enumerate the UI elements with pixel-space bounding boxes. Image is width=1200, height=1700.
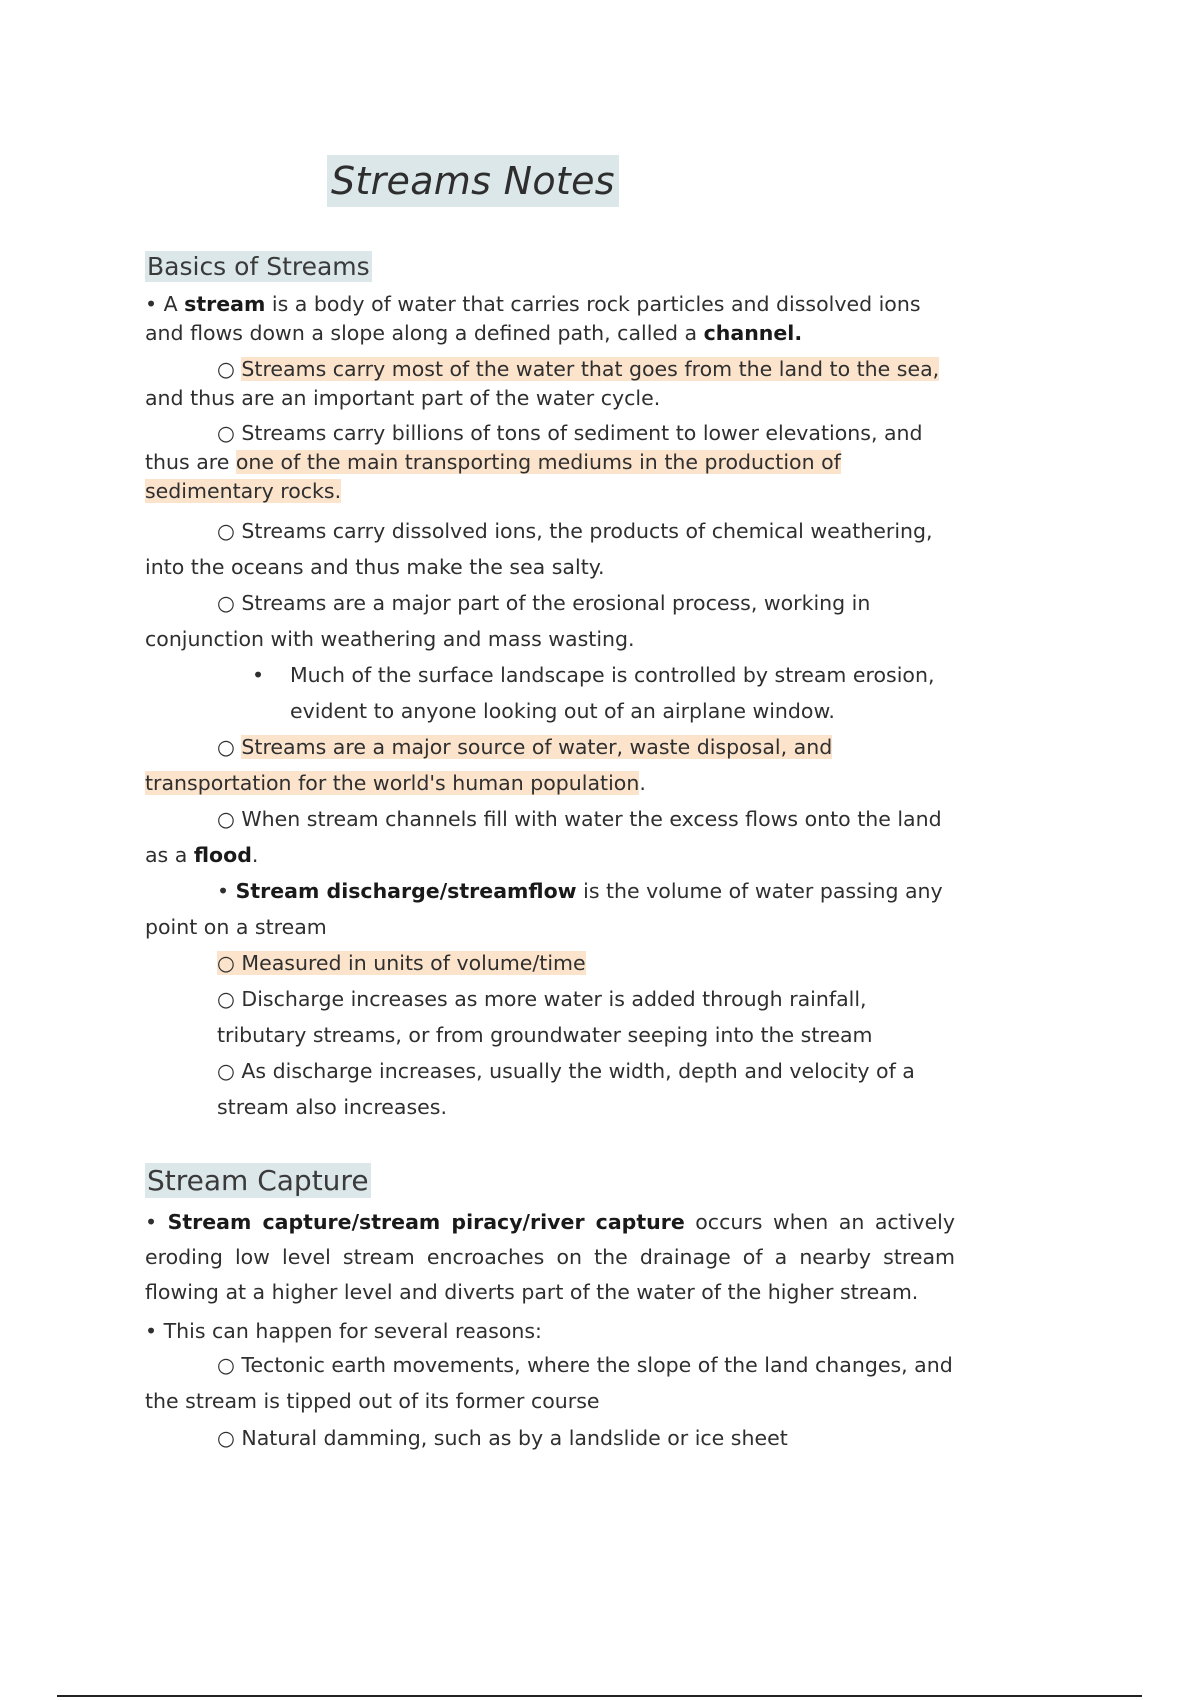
paragraph-erosional-process: ○ Streams are a major part of the erosional process, working in conjunction with weathering and mass wasting.	[145, 591, 871, 651]
paragraph-tectonic: ○ Tectonic earth movements, where the slope of the land changes, and the stream is tipped out of its former course	[145, 1353, 953, 1413]
term-stream-capture: Stream capture/stream piracy/river capture	[167, 1210, 685, 1234]
paragraph-reasons: • This can happen for several reasons:	[145, 1319, 542, 1343]
term-channel: channel.	[703, 321, 803, 345]
paragraph-discharge-increases: ○ Discharge increases as more water is added through rainfall, tributary streams, or from groundwater seeping into the stream	[217, 987, 873, 1047]
paragraph-damming: ○ Natural damming, such as by a landslide or ice sheet	[217, 1426, 788, 1450]
page-bottom-rule	[57, 1695, 1142, 1697]
section-heading-capture: Stream Capture	[147, 1164, 369, 1197]
paragraph-water-cycle: ○ Streams carry most of the water that goes from the land to the sea, and thus are an important part of the water cycle.	[145, 357, 940, 410]
title-wrap	[327, 155, 619, 207]
paragraph-human-population: ○ Streams are a major source of water, waste disposal, and transportation for the world's human population.	[145, 735, 833, 795]
paragraph-sediment: ○ Streams carry billions of tons of sediment to lower elevations, and thus are one of the main transporting mediums in the production of sedimentary rocks.	[145, 421, 923, 503]
paragraph-units	[145, 945, 955, 981]
paragraph-discharge: • Stream discharge/streamflow is the volume of water passing any point on a stream	[145, 879, 943, 939]
paragraph-flood: ○ When stream channels fill with water the excess flows onto the land as a flood.	[145, 807, 942, 867]
paragraph-stream-capture: • Stream capture/stream piracy/river capture occurs when an actively eroding low level stream encroaches on the drainage of a nearby stream flowing at a higher level and diverts part of the water of the higher stream.	[145, 1210, 956, 1304]
highlight-text: one of the main transporting mediums in the production of sedimentary rocks.	[145, 450, 841, 503]
highlight-text: ○ Measured in units of volume/time	[217, 951, 586, 975]
highlight-text: Streams are a major source of water, waste disposal, and transportation for the world's human population	[145, 735, 833, 795]
paragraph-surface-landscape: • Much of the surface landscape is controlled by stream erosion, evident to anyone looking out of an airplane window.	[145, 657, 955, 729]
paragraph-stream-definition: • A stream is a body of water that carries rock particles and dissolved ions and flows down a slope along a defined path, called a channel.	[145, 292, 921, 345]
paragraph-dissolved-ions: ○ Streams carry dissolved ions, the products of chemical weathering, into the oceans and thus make the sea salty.	[145, 519, 933, 579]
term-stream: stream	[184, 292, 266, 316]
term-stream-discharge: Stream discharge/streamflow	[235, 879, 577, 903]
bullet-dot: •	[252, 663, 265, 687]
paragraph-width-depth: ○ As discharge increases, usually the width, depth and velocity of a stream also increases.	[217, 1059, 915, 1119]
term-flood: flood	[193, 843, 252, 867]
highlight-text: Streams carry most of the water that goes from the land to the sea,	[241, 357, 940, 381]
section-heading-basics: Basics of Streams	[147, 252, 370, 281]
page-title: Streams Notes	[327, 155, 619, 207]
